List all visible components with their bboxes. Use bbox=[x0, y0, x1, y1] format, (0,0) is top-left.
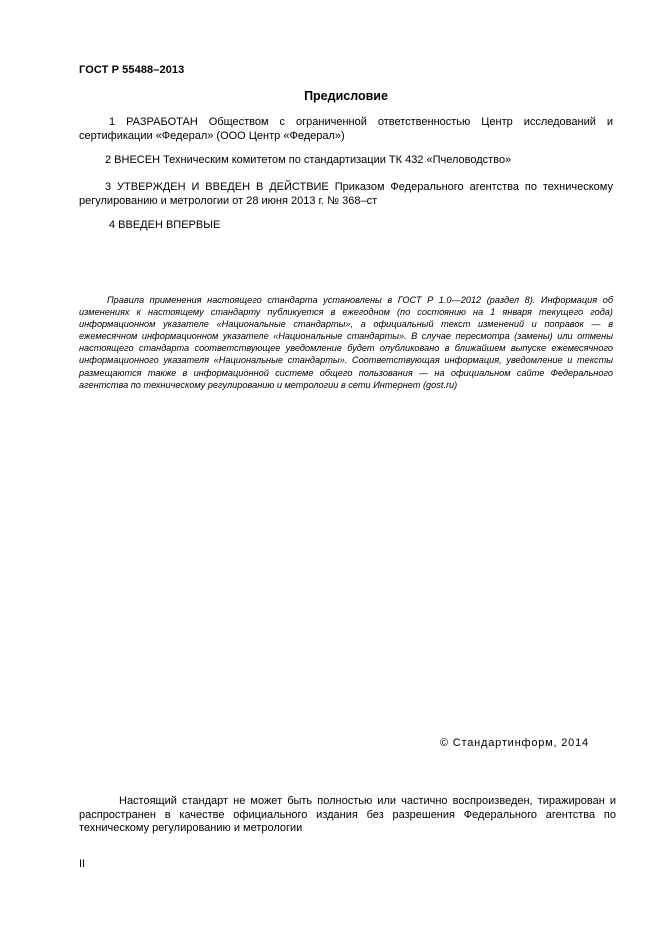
foreword-item-introduced: 2 ВНЕСЕН Техническим комитетом по стандартизации ТК 432 «Пчеловодство» bbox=[105, 154, 512, 166]
application-rules-note: Правила применения настоящего стандарта установлены в ГОСТ Р 1.0—2012 (раздел 8). Информация об изменениях к настоящему стандарту публикуется в ежегодном (по состоянию на 1 января текущего года) информационном указателе «Национальные стандарты», а официальный текст изменений и поправок — в ежемесячном информационном указателе «Национальные стандарты». В случае пересмотра (замены) или отмены настоящего стандарта соответствующее уведомление будет опубликовано в ближайшем выпуске ежемесячного информационного указателя «Национальные стандарты». Соответствующая информация, уведомление и тексты размещаются также в информационной системе общего пользования — на официальном сайте Федерального агентства по техническому регулированию и метрологии в сети Интернет (gost.ru) bbox=[79, 295, 613, 390]
reprint-notice: Настоящий стандарт не может быть полностью или частично воспроизведен, тиражирован и распространен в качестве официального издания без разрешения Федерального агентства по техническому регулированию и метрологии bbox=[79, 795, 616, 834]
copyright: © Стандартинформ, 2014 bbox=[440, 737, 589, 749]
foreword-item-developed: 1 РАЗРАБОТАН Обществом с ограниченной ответственностью Центр исследований и сертификации «Федерал» (ООО Центр «Федерал») bbox=[79, 116, 613, 142]
foreword-item-first-introduced: 4 ВВЕДЕН ВПЕРВЫЕ bbox=[109, 219, 221, 231]
page-number: II bbox=[79, 858, 86, 870]
standard-code: ГОСТ Р 55488–2013 bbox=[79, 64, 185, 76]
page-title: Предисловие bbox=[304, 89, 388, 103]
foreword-item-approved: 3 УТВЕРЖДЕН И ВВЕДЕН В ДЕЙСТВИЕ Приказом Федерального агентства по техническому регулированию и метрологии от 28 июня 2013 г. № 368–ст bbox=[79, 181, 613, 207]
